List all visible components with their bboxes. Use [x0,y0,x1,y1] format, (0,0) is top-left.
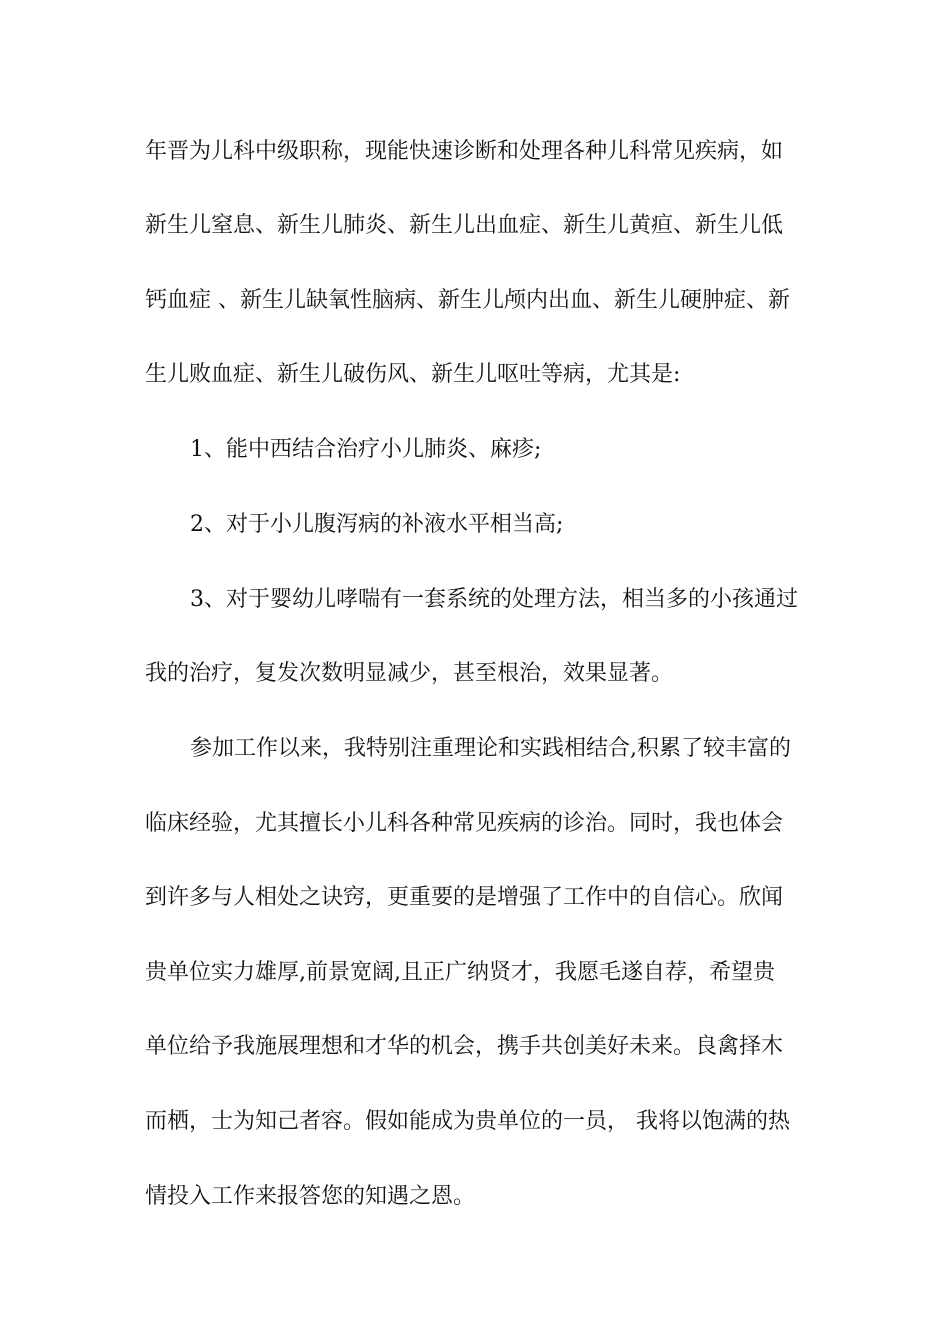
line-text: 单位给予我施展理想和才华的机会，携手共创美好未来。良禽择木 [145,1034,784,1059]
list-item [0,505,950,545]
text-line [0,804,950,844]
line-text: 参加工作以来，我特别注重理论和实践相结合,积累了较丰富的 [190,736,791,761]
line-text: 临床经验，尤其擅长小儿科各种常见疾病的诊治。同时，我也体会 [145,811,784,836]
line-text: 年晋为儿科中级职称，现能快速诊断和处理各种儿科常见疾病，如 [145,139,784,164]
text-line [0,1027,950,1067]
line-text: 而栖，士为知己者容。假如能成为贵单位的一员， 我将以饱满的热 [145,1109,790,1134]
list-item [0,430,950,470]
text-line [0,953,950,993]
text-line [0,878,950,918]
text-line [0,132,950,172]
text-line [0,1177,950,1217]
line-text: 贵单位实力雄厚,前景宽阔,且正广纳贤才，我愿毛遂自荐，希望贵 [145,960,775,985]
line-text: 钙血症 、新生儿缺氧性脑病、新生儿颅内出血、新生儿硬肿症、新 [145,288,790,313]
text-line [0,281,950,321]
line-text: 1、能中西结合治疗小儿肺炎、麻疹; [190,437,542,462]
text-line [0,206,950,246]
text-line [0,654,950,694]
list-item [0,580,950,620]
line-text: 生儿败血症、新生儿破伤风、新生儿呕吐等病，尤其是: [145,362,681,387]
text-line [0,1102,950,1142]
paragraph-start [0,729,950,769]
line-text: 2、对于小儿腹泻病的补液水平相当高; [190,512,564,537]
line-text: 情投入工作来报答您的知遇之恩。 [145,1184,476,1209]
line-text: 到许多与人相处之诀窍，更重要的是增强了工作中的自信心。欣闻 [145,885,784,910]
text-line [0,355,950,395]
line-text: 新生儿窒息、新生儿肺炎、新生儿出血症、新生儿黄疸、新生儿低 [145,213,784,238]
line-text: 3、对于婴幼儿哮喘有一套系统的处理方法，相当多的小孩通过 [190,587,798,612]
line-text: 我的治疗，复发次数明显减少，甚至根治，效果显著。 [145,661,674,686]
